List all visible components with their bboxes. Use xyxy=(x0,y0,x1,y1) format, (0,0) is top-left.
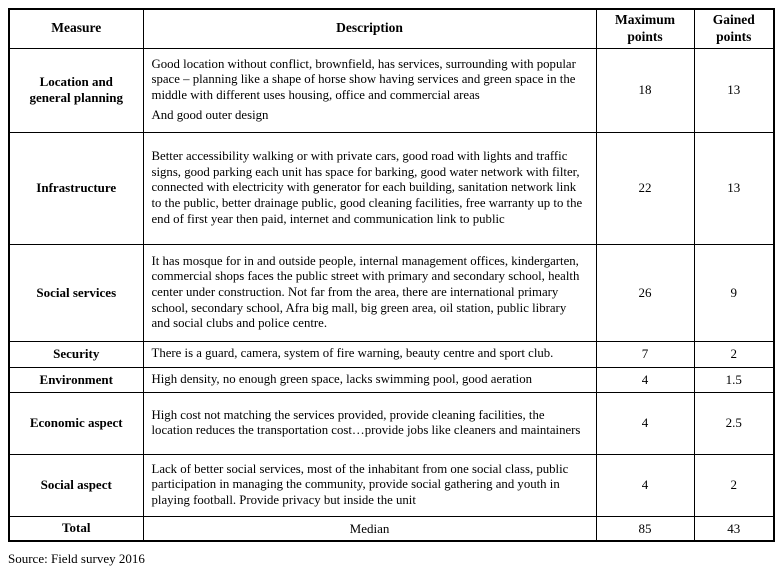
table-row-total xyxy=(9,516,774,541)
measure-cell: Infrastructure xyxy=(9,132,143,244)
table-row-social-aspect xyxy=(9,454,774,516)
evaluation-table xyxy=(8,8,775,542)
description-paragraph: High cost not matching the services provided, provide cleaning facilities, the location reduces the transportation cost…provide jobs like cleaners and maintainers xyxy=(151,407,581,438)
maximum-points-cell: 4 xyxy=(596,392,694,454)
column-header-measure: Measure xyxy=(9,9,143,48)
description-cell xyxy=(143,132,596,244)
description-paragraph: There is a guard, camera, system of fire warning, beauty centre and sport club. xyxy=(151,346,554,361)
description-paragraph: Lack of better social services, most of the inhabitant from one social class, public participation in managing the community, provide social gathering and youth in playing football. Provide privacy but inside the unit xyxy=(151,461,569,508)
maximum-points-cell: 4 xyxy=(596,454,694,516)
table-row-economic-aspect xyxy=(9,392,774,454)
column-header-description: Description xyxy=(143,9,596,48)
total-maximum-points-cell: 85 xyxy=(596,516,694,541)
description-cell xyxy=(143,367,596,392)
description-cell xyxy=(143,244,596,341)
description-paragraph: And good outer design xyxy=(151,108,269,123)
total-gained-points-cell: 43 xyxy=(694,516,774,541)
total-description-cell: Median xyxy=(143,516,596,541)
source-note: Source: Field survey 2016 xyxy=(8,551,145,567)
table-row-infrastructure xyxy=(9,132,774,244)
gained-points-cell: 2 xyxy=(694,341,774,367)
maximum-points-cell: 26 xyxy=(596,244,694,341)
column-header-maximum-points: Maximum points xyxy=(596,9,694,48)
measure-cell: Social aspect xyxy=(9,454,143,516)
measure-cell: Social services xyxy=(9,244,143,341)
maximum-points-cell: 22 xyxy=(596,132,694,244)
table-row-security xyxy=(9,341,774,367)
total-label-cell: Total xyxy=(9,516,143,541)
description-paragraph: Better accessibility walking or with private cars, good road with lights and traffic signs, good parking each unit has space for barking, good water network with filter, connected with electricity with generator for each building, sanitation network link to the public, better drainage public, good cleaning facilities, free warranty up to the end of first year then paid, internet and communication link to public xyxy=(151,149,583,226)
column-header-gained-points: Gained points xyxy=(694,9,774,48)
gained-points-cell: 1.5 xyxy=(694,367,774,392)
maximum-points-cell: 4 xyxy=(596,367,694,392)
gained-points-cell: 2 xyxy=(694,454,774,516)
description-cell xyxy=(143,454,596,516)
table-row-location-and-general-planning xyxy=(9,48,774,132)
description-paragraph: Good location without conflict, brownfield, has services, surrounding with popular space – planning like a shape of horse show having services and green space in the middle with different uses housing, office and commercial areas xyxy=(151,56,576,102)
description-cell xyxy=(143,392,596,454)
description-paragraph: High density, no enough green space, lacks swimming pool, good aeration xyxy=(151,371,533,386)
table-header-row xyxy=(9,9,774,48)
description-paragraph: It has mosque for in and outside people, internal management offices, kindergarten, commercial shops faces the public street with primary and secondary school, health center under construction. Not far from the area, there are international primary school, secondary school, Afra big mall, big green area, oil station, public library and social clubs and police centre. xyxy=(151,253,580,331)
gained-points-cell: 9 xyxy=(694,244,774,341)
description-cell xyxy=(143,48,596,132)
gained-points-cell: 13 xyxy=(694,48,774,132)
gained-points-cell: 13 xyxy=(694,132,774,244)
measure-cell: Location and general planning xyxy=(9,48,143,132)
description-cell xyxy=(143,341,596,367)
measure-cell: Environment xyxy=(9,367,143,392)
table-row-environment xyxy=(9,367,774,392)
gained-points-cell: 2.5 xyxy=(694,392,774,454)
maximum-points-cell: 18 xyxy=(596,48,694,132)
maximum-points-cell: 7 xyxy=(596,341,694,367)
measure-cell: Security xyxy=(9,341,143,367)
measure-cell: Economic aspect xyxy=(9,392,143,454)
table-row-social-services xyxy=(9,244,774,341)
